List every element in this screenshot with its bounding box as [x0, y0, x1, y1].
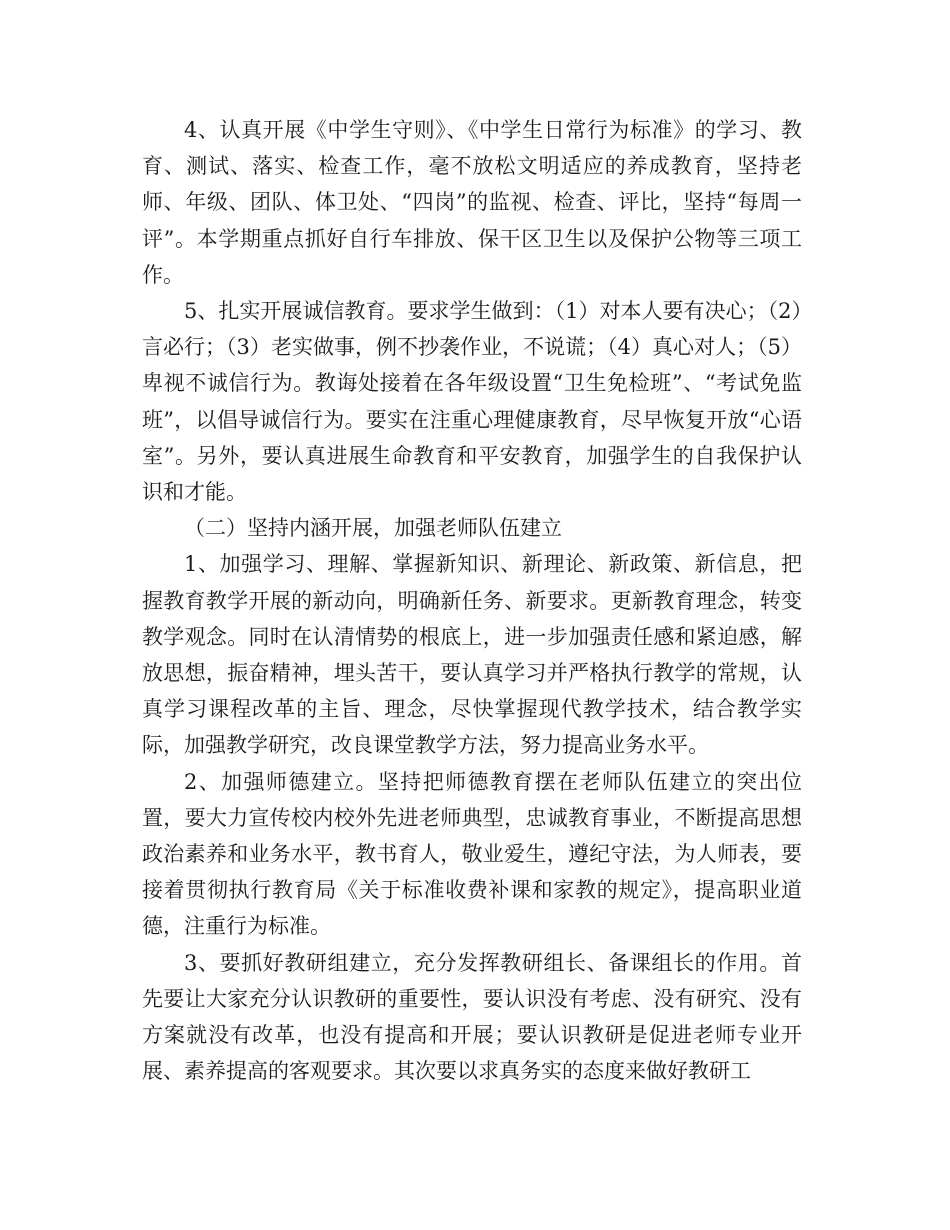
- section-heading: （二）坚持内涵开展，加强老师队伍建立: [184, 516, 562, 541]
- paragraph-item-2: 2、加强师德建立。坚持把师德教育摆在老师队伍建立的突出位置，要大力宣传校内校外先进老师典型，忠诚教育事业，不断提高思想政治素养和业务水平，教书育人，敬业爱生，遵纪守法，为人师表，要接着贯彻执行教育局《关于标准收费补课和家教的规定》，提高职业道德，注重行为标准。: [142, 769, 802, 939]
- paragraph-item-5: 5、扎实开展诚信教育。要求学生做到：（1）对本人要有决心；（2）言必行；（3）老实做事，例不抄袭作业，不说谎；（4）真心对人；（5）卑视不诚信行为。教诲处接着在各年级设置“卫生免检班”、“考试免监班”，以倡导诚信行为。要实在注重心理健康教育，尽早恢复开放“心语室”。另外，要认真进展生命教育和平安教育，加强学生的自我保护认识和才能。: [142, 299, 802, 505]
- paragraph-item-3: 3、要抓好教研组建立，充分发挥教研组长、备课组长的作用。首先要让大家充分认识教研的重要性，要认识没有考虑、没有研究、没有方案就没有改革，也没有提高和开展；要认识教研是促进老师专业开展、素养提高的客观要求。其次要以求真务实的态度来做好教研工: [142, 950, 802, 1084]
- document-page: [142, 112, 802, 1089]
- paragraph-item-1: 1、加强学习、理解、掌握新知识、新理论、新政策、新信息，把握教育教学开展的新动向，明确新任务、新要求。更新教育理念，转变教学观念。同时在认清情势的根底上，进一步加强责任感和紧迫感，解放思想，振奋精神，埋头苦干，要认真学习并严格执行教学的常规，认真学习课程改革的主旨、理念，尽快掌握现代教学技术，结合教学实际，加强教学研究，改良课堂教学方法，努力提高业务水平。: [142, 552, 802, 758]
- paragraph-item-4: 4、认真开展《中学生守则》、《中学生日常行为标准》的学习、教育、测试、落实、检查工作，毫不放松文明适应的养成教育，坚持老师、年级、团队、体卫处、“四岗”的监视、检查、评比，坚持“每周一评”。本学期重点抓好自行车排放、保干区卫生以及保护公物等三项工作。: [142, 118, 802, 287]
